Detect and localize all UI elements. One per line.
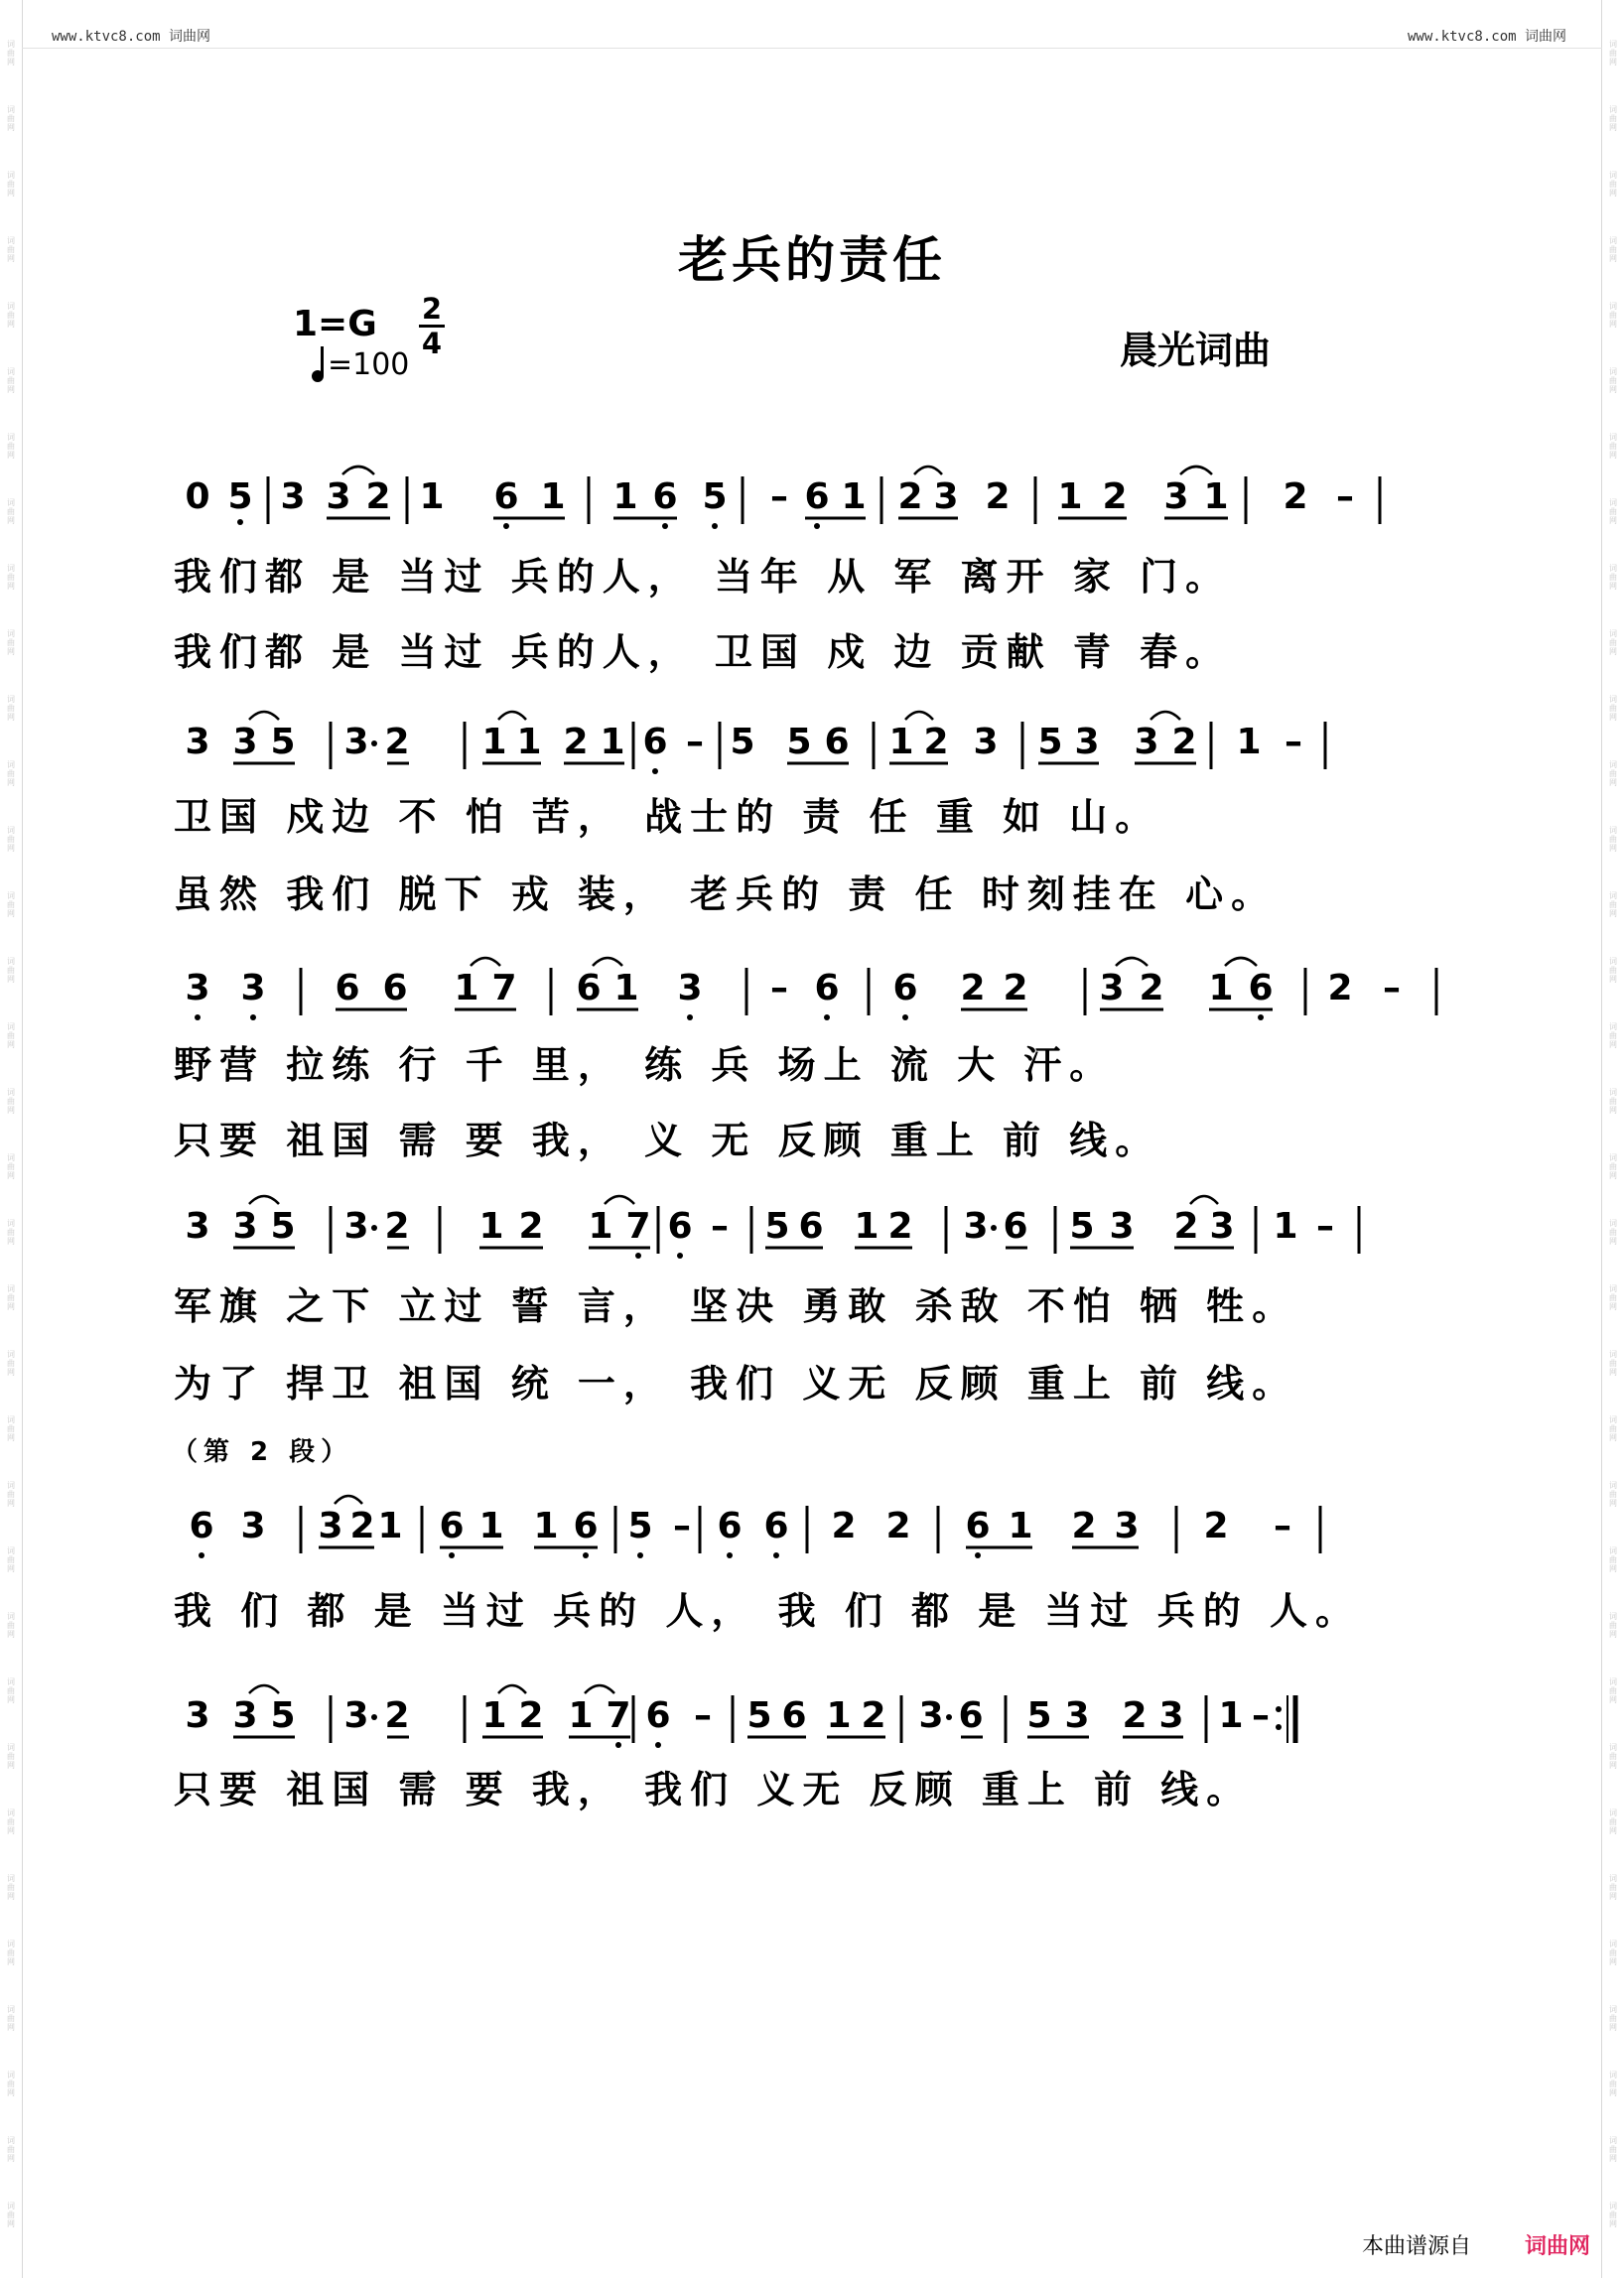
side-watermark-mark: 词曲网 — [7, 2071, 15, 2097]
svg-text:5: 5 — [270, 1206, 296, 1247]
key-signature: 1=G — [293, 304, 377, 344]
side-watermark-mark: 词曲网 — [7, 1546, 15, 1573]
svg-text:3: 3 — [1109, 1206, 1135, 1247]
side-watermark-mark: 词曲网 — [1609, 1088, 1617, 1115]
svg-text:5: 5 — [746, 1695, 772, 1736]
side-watermark-mark: 词曲网 — [7, 1350, 15, 1377]
footer-brand-logo[interactable]: 词曲网 — [1524, 2234, 1590, 2259]
lyrics-line: 我们都 是 当过 兵的人， 卫国 戍 边 贡献 青 春。 — [174, 630, 1232, 674]
svg-text:5: 5 — [627, 1506, 653, 1546]
side-watermark-mark: 词曲网 — [7, 1612, 15, 1639]
svg-text:2: 2 — [518, 1206, 544, 1247]
watermark-right[interactable]: www.ktvc8.com 词曲网 — [1407, 29, 1566, 45]
side-watermark-mark: 词曲网 — [1609, 629, 1617, 656]
side-watermark-mark: 词曲网 — [1609, 1481, 1617, 1508]
svg-text:2: 2 — [1071, 1506, 1097, 1546]
svg-text:6: 6 — [573, 1506, 599, 1546]
svg-text:1: 1 — [419, 476, 445, 517]
lyrics-line: 只要 祖国 需 要 我， 我们 义无 反顾 重上 前 线。 — [174, 1768, 1253, 1811]
side-watermark-mark: 词曲网 — [1609, 1350, 1617, 1377]
lyrics-line: 军旗 之下 立过 誓 言， 坚决 勇敢 杀敌 不怕 牺 牲。 — [174, 1284, 1298, 1328]
svg-text:1: 1 — [481, 722, 507, 762]
svg-text:1: 1 — [613, 968, 639, 1008]
svg-text:1: 1 — [478, 1506, 504, 1546]
svg-text:5: 5 — [1037, 722, 1063, 762]
svg-text:2: 2 — [365, 476, 391, 517]
side-watermark-mark: 词曲网 — [7, 302, 15, 329]
side-watermark-mark: 词曲网 — [7, 40, 15, 67]
side-watermark-mark: 词曲网 — [7, 1481, 15, 1508]
side-watermark-mark: 词曲网 — [1609, 302, 1617, 329]
svg-text:3: 3 — [1064, 1695, 1090, 1736]
svg-text:1: 1 — [600, 722, 625, 762]
svg-text:1: 1 — [1203, 476, 1229, 517]
side-watermark-mark: 词曲网 — [7, 2005, 15, 2032]
side-watermark-mark: 词曲网 — [7, 433, 15, 460]
song-title: 老兵的责任 — [678, 231, 946, 289]
svg-text:3: 3 — [973, 722, 999, 762]
svg-text:2: 2 — [885, 1506, 911, 1546]
svg-text:2: 2 — [1102, 476, 1128, 517]
side-watermark-mark: 词曲网 — [7, 171, 15, 198]
svg-text:2: 2 — [1139, 968, 1164, 1008]
side-watermark-mark: 词曲网 — [7, 1219, 15, 1246]
left-margin-strip — [0, 0, 23, 2278]
svg-text:2: 2 — [923, 722, 949, 762]
side-watermark-mark: 词曲网 — [7, 367, 15, 394]
svg-text:6: 6 — [824, 722, 850, 762]
svg-text:6: 6 — [1003, 1206, 1028, 1247]
svg-text:6: 6 — [642, 722, 668, 762]
svg-text:5: 5 — [1026, 1695, 1052, 1736]
svg-text:6: 6 — [645, 1695, 671, 1736]
side-watermark-mark: 词曲网 — [7, 826, 15, 853]
svg-text:6: 6 — [781, 1695, 807, 1736]
svg-text:–: – — [1252, 1695, 1270, 1736]
svg-text:6: 6 — [892, 968, 918, 1008]
side-watermark-mark: 词曲网 — [7, 695, 15, 722]
svg-text:1: 1 — [478, 1206, 504, 1247]
svg-text:2: 2 — [897, 476, 923, 517]
side-watermark-mark: 词曲网 — [7, 1677, 15, 1704]
svg-text:1: 1 — [533, 1506, 559, 1546]
side-watermark-mark: 词曲网 — [1609, 1546, 1617, 1573]
composer-credit: 晨光词曲 — [1120, 329, 1272, 372]
right-margin-strip — [1601, 0, 1624, 2278]
svg-text:1: 1 — [1008, 1506, 1033, 1546]
lyrics-line: 我们都 是 当过 兵的人， 当年 从 军 离开 家 门。 — [174, 555, 1232, 599]
svg-text:3: 3 — [185, 1206, 210, 1247]
side-watermark-mark: 词曲网 — [1609, 957, 1617, 984]
svg-text:–: – — [694, 1695, 712, 1736]
time-signature-bottom: 4 — [421, 327, 443, 360]
svg-text:3: 3 — [1114, 1506, 1140, 1546]
side-watermark-mark: 词曲网 — [1609, 171, 1617, 198]
side-watermark-mark: 词曲网 — [1609, 760, 1617, 787]
lyrics-line: 卫国 戍边 不 怕 苦， 战士的 责 任 重 如 山。 — [174, 795, 1161, 839]
header-rule — [22, 48, 1602, 49]
svg-text:6: 6 — [576, 968, 602, 1008]
notation-system-3 — [184, 948, 1464, 1027]
svg-text:3: 3 — [343, 1206, 369, 1247]
svg-text:1: 1 — [454, 968, 479, 1008]
svg-text:3: 3 — [185, 968, 210, 1008]
svg-text:1: 1 — [568, 1695, 594, 1736]
tempo-value: =100 — [328, 347, 410, 382]
svg-text:6: 6 — [804, 476, 830, 517]
side-watermark-mark: 词曲网 — [1609, 2005, 1617, 2032]
svg-text:6: 6 — [652, 476, 678, 517]
side-watermark-mark: 词曲网 — [1609, 1874, 1617, 1901]
svg-text:5: 5 — [270, 722, 296, 762]
svg-text:6: 6 — [958, 1695, 984, 1736]
svg-text:3: 3 — [185, 722, 210, 762]
watermark-left[interactable]: www.ktvc8.com 词曲网 — [52, 29, 211, 45]
svg-text:1: 1 — [540, 476, 566, 517]
side-watermark-mark: 词曲网 — [7, 1809, 15, 1835]
side-watermark-mark: 词曲网 — [7, 760, 15, 787]
side-watermark-mark: 词曲网 — [7, 629, 15, 656]
side-watermark-mark: 词曲网 — [7, 498, 15, 525]
svg-text:3: 3 — [1134, 722, 1159, 762]
side-watermark-mark: 词曲网 — [1609, 40, 1617, 67]
svg-text:3: 3 — [677, 968, 703, 1008]
lyrics-line: 虽然 我们 脱下 戎 装， 老兵的 责 任 时刻挂在 心。 — [174, 872, 1278, 916]
svg-text:3: 3 — [1163, 476, 1189, 517]
side-watermark-mark: 词曲网 — [7, 1940, 15, 1966]
svg-text:5: 5 — [270, 1695, 296, 1736]
svg-text:1: 1 — [377, 1506, 403, 1546]
svg-text:–: – — [1383, 968, 1401, 1008]
side-watermark-mark: 词曲网 — [1609, 1415, 1617, 1442]
svg-text:–: – — [1316, 1206, 1334, 1247]
svg-text:1: 1 — [841, 476, 867, 517]
svg-text:0: 0 — [185, 476, 210, 517]
svg-text:3: 3 — [326, 476, 351, 517]
svg-text:3: 3 — [318, 1506, 343, 1546]
svg-text:–: – — [711, 1206, 729, 1247]
side-watermark-mark: 词曲网 — [1609, 1284, 1617, 1311]
svg-text:3: 3 — [933, 476, 959, 517]
svg-text:6: 6 — [763, 1506, 789, 1546]
svg-text:3: 3 — [1074, 722, 1100, 762]
time-signature-top: 2 — [421, 292, 443, 326]
svg-text:6: 6 — [439, 1506, 465, 1546]
svg-text:1: 1 — [1236, 722, 1262, 762]
side-watermark-mark: 词曲网 — [1609, 695, 1617, 722]
svg-text:1: 1 — [481, 1695, 507, 1736]
svg-text:2: 2 — [1283, 476, 1308, 517]
svg-text:1: 1 — [854, 1206, 880, 1247]
side-watermark-mark: 词曲网 — [1609, 1022, 1617, 1049]
svg-text:3: 3 — [232, 1206, 258, 1247]
svg-text:7: 7 — [625, 1206, 651, 1247]
notation-system-6 — [184, 1675, 1464, 1755]
svg-text:–: – — [673, 1506, 691, 1546]
side-watermark-mark: 词曲网 — [7, 1088, 15, 1115]
svg-text:5: 5 — [786, 722, 812, 762]
svg-text:3: 3 — [918, 1695, 944, 1736]
side-watermark-mark: 词曲网 — [1609, 2202, 1617, 2228]
time-signature — [417, 294, 447, 358]
side-watermark-mark: 词曲网 — [7, 1874, 15, 1901]
svg-text:–: – — [770, 476, 788, 517]
svg-text:2: 2 — [1171, 722, 1197, 762]
side-watermark-mark: 词曲网 — [1609, 826, 1617, 853]
section-label: （第 2 段） — [172, 1437, 353, 1467]
svg-text:6: 6 — [798, 1206, 824, 1247]
svg-text:2: 2 — [384, 722, 410, 762]
svg-text:6: 6 — [814, 968, 840, 1008]
side-watermark-mark: 词曲网 — [7, 236, 15, 263]
svg-text:1: 1 — [1273, 1206, 1298, 1247]
side-watermark-mark: 词曲网 — [1609, 1809, 1617, 1835]
svg-text:–: – — [1285, 722, 1302, 762]
svg-text:5: 5 — [1069, 1206, 1095, 1247]
svg-text:1: 1 — [612, 476, 638, 517]
svg-text:2: 2 — [1203, 1506, 1229, 1546]
quarter-note-icon — [312, 370, 324, 382]
side-watermark-mark: 词曲网 — [1609, 367, 1617, 394]
svg-text:2: 2 — [960, 968, 986, 1008]
svg-text:1: 1 — [1218, 1695, 1244, 1736]
lyrics-line: 野营 拉练 行 千 里， 练 兵 场上 流 大 汗。 — [174, 1043, 1116, 1087]
side-watermark-mark: 词曲网 — [7, 564, 15, 591]
svg-text:3: 3 — [1209, 1206, 1235, 1247]
svg-text:2: 2 — [1173, 1206, 1199, 1247]
svg-text:5: 5 — [764, 1206, 790, 1247]
svg-text:2: 2 — [384, 1206, 410, 1247]
svg-text:–: – — [1336, 476, 1354, 517]
side-watermark-mark: 词曲网 — [1609, 2136, 1617, 2163]
notation-system-1 — [184, 457, 1464, 536]
svg-text:2: 2 — [985, 476, 1011, 517]
svg-text:3: 3 — [240, 1506, 266, 1546]
svg-text:2: 2 — [518, 1695, 544, 1736]
svg-text:2: 2 — [384, 1695, 410, 1736]
svg-text:1: 1 — [588, 1206, 613, 1247]
svg-text:5: 5 — [227, 476, 253, 517]
svg-text:1: 1 — [1057, 476, 1083, 517]
side-watermark-mark: 词曲网 — [1609, 1219, 1617, 1246]
svg-text:5: 5 — [702, 476, 728, 517]
tempo-marking — [312, 347, 409, 382]
svg-text:1: 1 — [1208, 968, 1234, 1008]
svg-text:3: 3 — [232, 722, 258, 762]
side-watermark-mark: 词曲网 — [7, 957, 15, 984]
side-watermark-mark: 词曲网 — [7, 1153, 15, 1180]
svg-text:2: 2 — [563, 722, 589, 762]
side-watermark-mark: 词曲网 — [1609, 891, 1617, 918]
side-watermark-mark: 词曲网 — [1609, 105, 1617, 132]
lyrics-line: 我 们 都 是 当过 兵的 人， 我 们 都 是 当过 兵的 人。 — [174, 1589, 1361, 1633]
svg-text:6: 6 — [493, 476, 519, 517]
side-watermark-mark: 词曲网 — [7, 105, 15, 132]
svg-text:2: 2 — [1327, 968, 1353, 1008]
svg-text:1: 1 — [826, 1695, 852, 1736]
side-watermark-mark: 词曲网 — [1609, 1940, 1617, 1966]
svg-text:2: 2 — [1122, 1695, 1148, 1736]
notation-system-2 — [184, 702, 1464, 781]
side-watermark-mark: 词曲网 — [7, 1415, 15, 1442]
side-watermark-mark: 词曲网 — [1609, 2071, 1617, 2097]
side-watermark-mark: 词曲网 — [1609, 1677, 1617, 1704]
notation-system-5 — [184, 1486, 1464, 1565]
svg-text:1: 1 — [888, 722, 914, 762]
svg-text:3: 3 — [240, 968, 266, 1008]
footer-source-text: 本曲谱源自 — [1361, 2234, 1471, 2259]
svg-text:7: 7 — [606, 1695, 631, 1736]
svg-text:3: 3 — [232, 1695, 258, 1736]
svg-text:5: 5 — [730, 722, 755, 762]
svg-text:2: 2 — [1003, 968, 1028, 1008]
svg-text:2: 2 — [861, 1695, 886, 1736]
svg-text:–: – — [770, 968, 788, 1008]
svg-text:3: 3 — [963, 1206, 989, 1247]
svg-text:3: 3 — [343, 722, 369, 762]
svg-text:2: 2 — [831, 1506, 857, 1546]
side-watermark-mark: 词曲网 — [7, 1022, 15, 1049]
svg-text:6: 6 — [717, 1506, 743, 1546]
svg-text:2: 2 — [887, 1206, 913, 1247]
side-watermark-mark: 词曲网 — [7, 2136, 15, 2163]
svg-text:6: 6 — [382, 968, 408, 1008]
side-watermark-mark: 词曲网 — [1609, 1153, 1617, 1180]
svg-text:7: 7 — [491, 968, 517, 1008]
side-watermark-mark: 词曲网 — [1609, 236, 1617, 263]
svg-text:3: 3 — [1099, 968, 1125, 1008]
lyrics-line: 只要 祖国 需 要 我， 义 无 反顾 重上 前 线。 — [174, 1119, 1161, 1162]
svg-text:3: 3 — [280, 476, 306, 517]
svg-text:3: 3 — [1158, 1695, 1184, 1736]
svg-text:–: – — [686, 722, 704, 762]
svg-text:6: 6 — [1248, 968, 1274, 1008]
svg-text:3: 3 — [343, 1695, 369, 1736]
side-watermark-mark: 词曲网 — [1609, 1743, 1617, 1770]
side-watermark-mark: 词曲网 — [1609, 564, 1617, 591]
svg-text:6: 6 — [189, 1506, 214, 1546]
lyrics-line: 为了 捍卫 祖国 统 一， 我们 义无 反顾 重上 前 线。 — [174, 1362, 1298, 1406]
notation-system-4 — [184, 1186, 1464, 1266]
svg-text:6: 6 — [335, 968, 360, 1008]
side-watermark-mark: 词曲网 — [7, 891, 15, 918]
side-watermark-mark: 词曲网 — [7, 1284, 15, 1311]
side-watermark-mark: 词曲网 — [1609, 498, 1617, 525]
side-watermark-mark: 词曲网 — [1609, 433, 1617, 460]
svg-text:6: 6 — [965, 1506, 991, 1546]
svg-text:2: 2 — [349, 1506, 375, 1546]
svg-text:–: – — [1274, 1506, 1291, 1546]
side-watermark-mark: 词曲网 — [1609, 1612, 1617, 1639]
side-watermark-mark: 词曲网 — [7, 2202, 15, 2228]
svg-text:6: 6 — [667, 1206, 693, 1247]
svg-text:3: 3 — [185, 1695, 210, 1736]
side-watermark-mark: 词曲网 — [7, 1743, 15, 1770]
svg-text:1: 1 — [516, 722, 542, 762]
